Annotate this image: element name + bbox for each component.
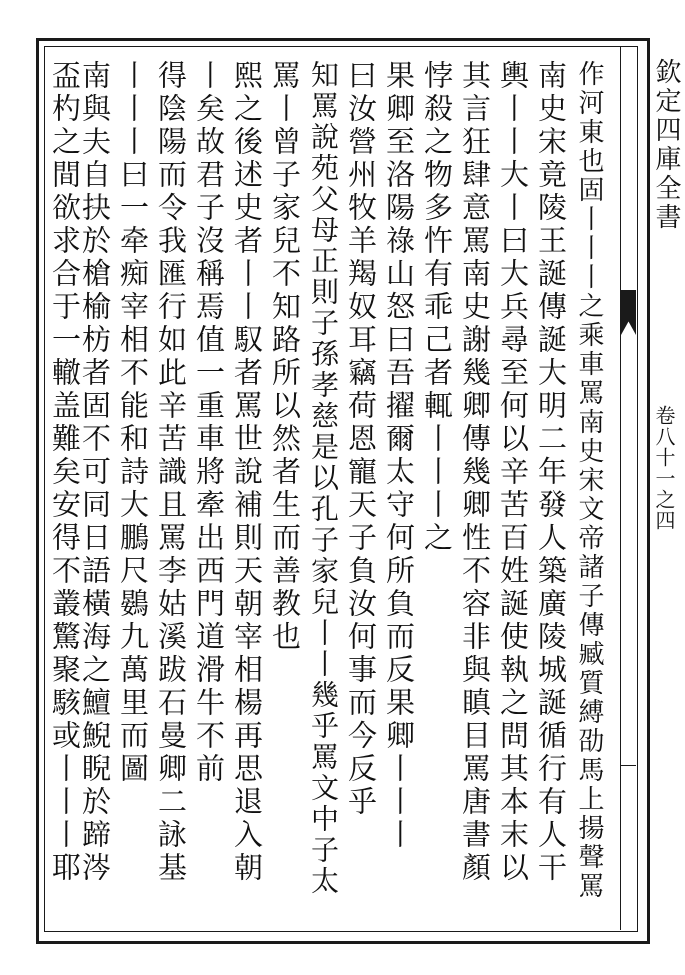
book-title: 欽定四庫全書	[651, 58, 681, 232]
text-column-3: 輿丨丨大丨曰大兵尋至何以辛苦百姓誕使執之問其本末以	[496, 60, 530, 885]
text-column-15: 盃杓之間欲求合于一轍盖難矣安得不叢驚聚駭或丨丨丨耶	[48, 60, 82, 885]
text-column-10: 熙之後述史者丨丨馭者罵世說補則天朝宰相楊再思退入朝	[230, 60, 264, 885]
text-column-9: 罵丨曾子家兒不知路所以然者生而善教也	[268, 60, 302, 654]
text-column-13: 丨丨丨曰一牵痴宰相不能和詩大鵬尺鷃九萬里而圖	[116, 60, 150, 786]
text-column-4: 其言狂肆意罵南史謝幾卿傳幾卿性不容非與瞋目罵唐書顏	[458, 60, 492, 885]
text-column-5: 悖殺之物多忤有乖己者輒丨丨丨之	[420, 60, 454, 555]
volume-label: 卷八十一之四	[652, 405, 676, 531]
text-column-7: 曰汝營州牧羊羯奴耳竊荷恩寵天子負汝何事而今反乎	[344, 60, 378, 819]
text-column-12: 得陰陽而令我匯行如此辛苦識且罵李姑溪跋石曼卿二詠基	[154, 60, 188, 885]
text-column-1: 作河東也固丨丨丨之乘車罵南史宋文帝諸子傳臧質縛劭馬上揚聲罵	[574, 60, 604, 901]
margin-divider	[620, 46, 621, 930]
text-column-2: 南史宋竟陵王誕傳誕大明二年發人築廣陵城誕循行有人干	[534, 60, 568, 885]
text-column-14: 南與夫自抉於槍榆枋者固不可同日語橫海之鱣鯢睨於蹄涔	[78, 60, 112, 885]
text-column-8: 知罵說苑父母正則子孫孝慈是以孔子家兒丨丨幾乎罵文中子太	[307, 60, 340, 897]
text-column-6: 果卿至洛陽祿山怒曰吾擢爾太守何所負而反果卿丨丨丨	[382, 60, 416, 852]
text-column-11: 丨矣故君子沒稱焉值一重車將牽出西門道滑牛不前	[192, 60, 226, 786]
fish-tail-line	[621, 765, 636, 786]
